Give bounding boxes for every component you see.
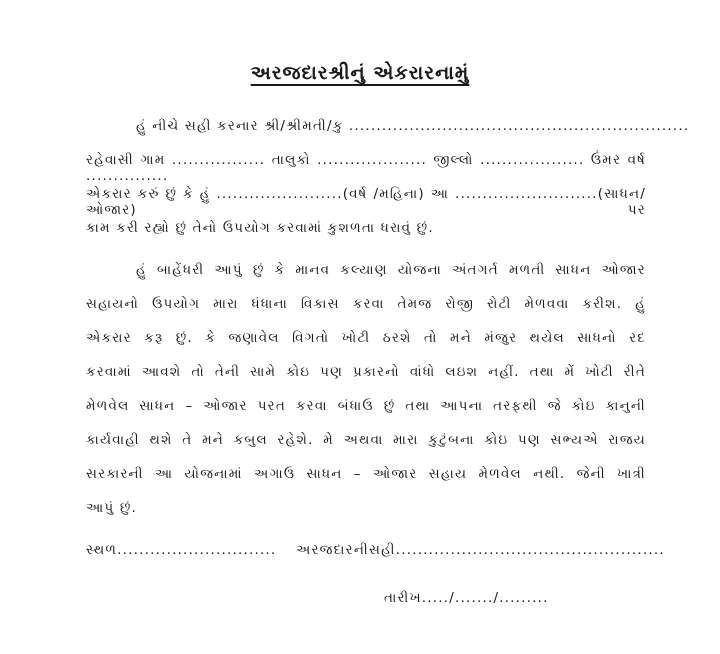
document-title bbox=[0, 62, 720, 84]
skill-line: કામ કરી રહ્યો છું તેનો ઉપયોગ કરવામાં કુશળતા ધરાવું છું. bbox=[86, 220, 434, 236]
paragraph-line-8: આપું છું. bbox=[86, 500, 137, 516]
residence-line: રહેવાસી ગામ ................. તાલુકો .................... જીલ્લો ................... ઉંમર વર્ષ ............... bbox=[86, 152, 646, 184]
paragraph-line-7: સરકારની આ યોજનામાં અગાઉ સાધન – ઓજાર સહાય મેળવેલ નથી. જેની ખાત્રી bbox=[86, 466, 646, 482]
document-title-text: અરજદારશ્રીનું એકરારનામું bbox=[250, 62, 470, 84]
paragraph-line-6: કાર્યવાહી થશે તે મને કબુલ રહેશે. મે અથવા મારા કુટુંબના કોઇ પણ સભ્યએ રાજય bbox=[86, 432, 646, 448]
place-field: સ્થળ............................. bbox=[86, 542, 277, 558]
paragraph-line-1: હું બાહેંધરી આપું છું કે માનવ કલ્યાણ યોજના અંતગર્ત મળતી સાધન ઓજાર bbox=[136, 262, 646, 278]
paragraph-line-4: કરવામાં આવશે તો તેની સામે કોઇ પણ પ્રકારનો વાંધો લઇશ નહીં. તથા મેં ખોટી રીતે bbox=[86, 364, 646, 380]
declarant-name-line: હું નીચે સહી કરનાર શ્રી/શ્રીમતી/કુ .............................................................. bbox=[136, 118, 690, 134]
applicant-signature-field: અરજદારનીસહી................................................. bbox=[296, 542, 665, 558]
paragraph-line-3: એકરાર કરૂ છું. કે જણાવેલ વિગતો ખોટી ઠરશે તો મને મંજુર થયેલ સાધનો રદ bbox=[86, 330, 646, 346]
paragraph-line-2: સહાયનો ઉપયોગ મારા ધંધાના વિકાસ કરવા તેમજ રોજી રોટી મેળવવા કરીશ. હું bbox=[86, 296, 646, 312]
date-field: તારીખ...../......./......... bbox=[384, 590, 549, 606]
paragraph-line-5: મેળવેલ સાધન – ઓજાર પરત કરવા બંધાઉ છું તથા આપના તરફથી જે કોઇ કાનુની bbox=[86, 398, 646, 414]
experience-line: એકરાર કરું છું કે હું .......................(વર્ષ /મહિના) આ ..........................(સાધન/ઓજાર) પર bbox=[86, 186, 646, 218]
